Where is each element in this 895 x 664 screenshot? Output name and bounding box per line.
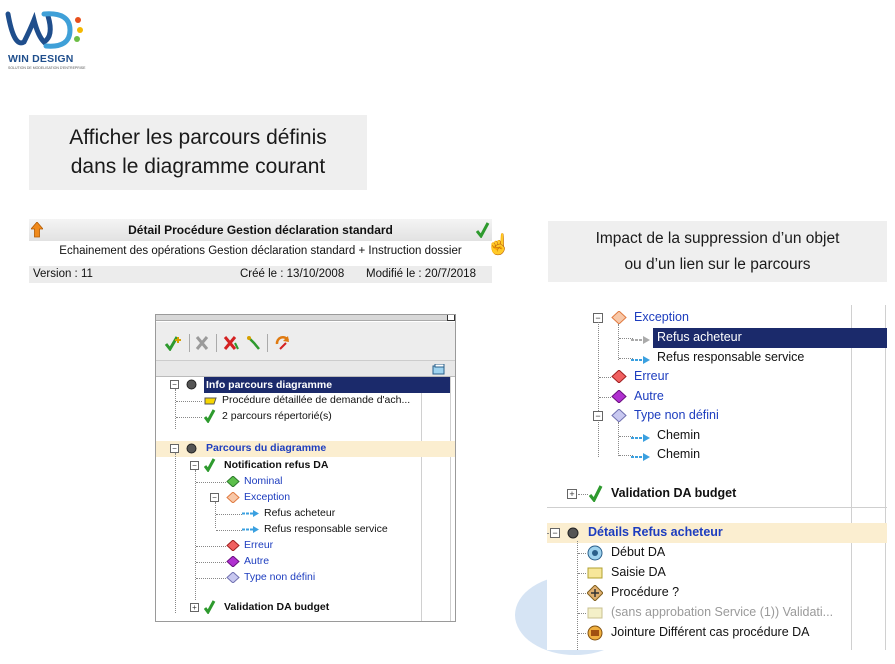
tree-line <box>176 417 202 418</box>
procedure-icon <box>204 395 218 409</box>
autre-label: Autre <box>244 555 270 567</box>
tree-line <box>578 573 586 574</box>
diamond-icon <box>226 572 240 586</box>
rp-row-chemin-1[interactable] <box>547 426 887 446</box>
tree-line <box>196 578 226 579</box>
tree-line <box>196 546 226 547</box>
rp-procedure-label: Procédure ? <box>611 585 680 599</box>
callout-right-line1: Impact de la suppression d’un objet <box>595 230 840 247</box>
rp-validation-label: Validation DA budget <box>611 486 737 500</box>
row-divider <box>547 507 887 508</box>
diamond-icon <box>226 476 240 490</box>
tree-line <box>578 593 586 594</box>
rp-row-refus-responsable[interactable] <box>547 348 887 368</box>
arrow-icon <box>242 525 260 537</box>
parcours-toolbar <box>156 322 456 360</box>
tree-row-nominal[interactable] <box>156 474 456 490</box>
rp-saisie-label: Saisie DA <box>611 565 666 579</box>
tree-column-header <box>156 360 456 377</box>
route-icon[interactable] <box>247 334 261 352</box>
rp-row-sans-approbation[interactable] <box>547 603 887 623</box>
diamond-icon <box>611 409 627 425</box>
tree-line <box>599 397 611 398</box>
toolbar-separator <box>216 334 217 352</box>
refus-responsable-label: Refus responsable service <box>264 523 388 535</box>
task-icon <box>587 567 603 582</box>
rp-row-validation[interactable] <box>547 484 887 504</box>
collapse-icon[interactable]: − <box>170 380 179 389</box>
tree-row-exception[interactable] <box>156 490 456 506</box>
collapse-icon[interactable]: − <box>170 444 179 453</box>
refresh-icon[interactable] <box>274 334 292 352</box>
procedure-label: Procédure détaillée de demande d'ach... <box>222 394 411 406</box>
erreur-label: Erreur <box>244 539 274 551</box>
tree-row-validation[interactable] <box>156 600 456 616</box>
callout-afficher-parcours <box>29 115 367 190</box>
rp-row-procedure[interactable] <box>547 583 887 603</box>
circle-icon <box>186 443 197 457</box>
collapse-icon[interactable]: − <box>210 493 219 502</box>
arrow-icon <box>631 451 651 465</box>
tree-line <box>196 482 226 483</box>
parcours-count-label: 2 parcours répertorié(s) <box>222 410 332 422</box>
expand-icon[interactable]: + <box>190 603 199 612</box>
tree-line <box>578 553 586 554</box>
header-title-bar <box>29 219 492 241</box>
collapse-icon[interactable]: − <box>550 528 560 538</box>
add-parcours-icon[interactable] <box>164 334 184 352</box>
header-created: Créé le : 13/10/2008 <box>240 268 345 280</box>
diamond-icon <box>611 370 627 386</box>
impact-panel <box>547 305 887 650</box>
rp-row-saisie[interactable] <box>547 563 887 583</box>
callout-impact-suppression <box>548 221 887 282</box>
diamond-icon <box>611 311 627 327</box>
start-icon <box>587 545 603 564</box>
tree-row-type-non-defini[interactable] <box>156 570 456 586</box>
rp-row-details-header[interactable] <box>547 523 887 543</box>
collapse-icon[interactable]: − <box>190 461 199 470</box>
toolbar-separator <box>267 334 268 352</box>
header-meta-bar <box>29 266 492 283</box>
check-icon <box>204 409 216 426</box>
header-subtitle: Echainement des opérations Gestion déclaration standard + Instruction dossier <box>59 245 462 257</box>
panel-titlebar <box>156 315 456 321</box>
tree-line <box>216 514 242 515</box>
tree-line <box>578 633 586 634</box>
tree-row-erreur[interactable] <box>156 538 456 554</box>
rp-chemin-2-label: Chemin <box>657 447 701 461</box>
rp-row-type-non-defini[interactable] <box>547 406 887 426</box>
rp-row-autre[interactable] <box>547 387 887 407</box>
maximize-icon[interactable] <box>447 314 455 321</box>
tree-row-refus-acheteur[interactable] <box>156 506 456 522</box>
toolbar-separator <box>189 334 190 352</box>
expand-icon[interactable]: + <box>567 489 577 499</box>
exception-label: Exception <box>244 491 291 503</box>
tree-row-notification[interactable] <box>156 458 456 474</box>
tree-row-refus-responsable[interactable] <box>156 522 456 538</box>
rp-refus-acheteur-label: Refus acheteur <box>657 330 742 344</box>
check-icon <box>589 485 603 505</box>
arrow-icon <box>631 432 651 446</box>
type-non-defini-label: Type non défini <box>244 571 316 583</box>
arrow-icon <box>631 354 651 368</box>
parcours-panel <box>155 314 456 622</box>
circle-icon <box>186 379 197 393</box>
header-modified: Modifié le : 20/7/2018 <box>366 268 476 280</box>
hand-cursor-icon: ☝ <box>486 234 511 256</box>
callout-left-line2: dans le diagramme courant <box>70 155 326 178</box>
tree-line <box>176 401 202 402</box>
tree-row-procedure[interactable] <box>156 393 456 409</box>
tree-line <box>216 530 242 531</box>
rp-type-non-defini-label: Type non défini <box>634 408 719 422</box>
rp-autre-label: Autre <box>634 389 664 403</box>
tree-line <box>196 562 226 563</box>
procedure-header <box>29 219 511 283</box>
logo-tagline: SOLUTION DE MODELISATION D'ENTREPRISE <box>8 66 86 70</box>
header-version: Version : 11 <box>33 268 93 280</box>
nominal-label: Nominal <box>244 475 283 487</box>
rp-exception-label: Exception <box>634 310 689 324</box>
refus-acheteur-label: Refus acheteur <box>264 507 336 519</box>
header-title: Détail Procédure Gestion déclaration standard <box>128 223 393 237</box>
callout-right-line2: ou d’un lien sur le parcours <box>624 256 811 273</box>
diamond-icon <box>226 540 240 554</box>
rp-row-debut[interactable] <box>547 543 887 563</box>
rp-jointure-label: Jointure Différent cas procédure DA <box>611 625 810 639</box>
tree-row-parcours-count[interactable] <box>156 409 456 425</box>
delete-icon[interactable] <box>195 334 209 352</box>
join-icon <box>587 625 603 644</box>
delete-red-icon[interactable] <box>223 334 241 352</box>
callout-left-line1: Afficher les parcours définis <box>69 126 327 149</box>
rp-row-jointure[interactable] <box>547 623 887 643</box>
diamond-icon <box>226 556 240 570</box>
windesign-logo <box>4 6 88 70</box>
tree-row-info-header[interactable] <box>156 377 456 393</box>
tree-row-section-header[interactable] <box>156 441 456 457</box>
tree-line <box>578 494 588 495</box>
circle-icon <box>567 527 579 542</box>
collapse-icon[interactable]: − <box>593 411 603 421</box>
logo-mark-icon <box>4 6 88 54</box>
rp-refus-responsable-label: Refus responsable service <box>657 350 805 364</box>
diamond-icon <box>226 492 240 506</box>
rp-row-refus-acheteur[interactable] <box>547 328 887 348</box>
task-icon <box>587 607 603 622</box>
validation-label: Validation DA budget <box>224 601 330 613</box>
rp-chemin-1-label: Chemin <box>657 428 701 442</box>
rp-erreur-label: Erreur <box>634 369 669 383</box>
tree-row-autre[interactable] <box>156 554 456 570</box>
collapse-icon[interactable]: − <box>593 313 603 323</box>
rp-sans-approbation-label: (sans approbation Service (1)) Validati... <box>611 605 834 619</box>
rp-row-erreur[interactable] <box>547 367 887 387</box>
section-header-label: Parcours du diagramme <box>206 442 327 454</box>
rp-debut-label: Début DA <box>611 545 666 559</box>
gateway-icon <box>587 585 603 604</box>
tree-line <box>578 613 586 614</box>
check-icon <box>204 600 216 617</box>
info-header-label: Info parcours diagramme <box>204 377 450 393</box>
rp-row-chemin-2[interactable] <box>547 445 887 465</box>
check-icon <box>204 458 216 475</box>
rp-details-header-label: Détails Refus acheteur <box>588 525 723 539</box>
arrow-icon <box>242 509 260 521</box>
tree-line <box>599 377 611 378</box>
diamond-icon <box>611 390 627 406</box>
notification-label: Notification refus DA <box>224 459 329 471</box>
logo-name: WIN DESIGN <box>8 53 74 65</box>
arrow-icon <box>631 334 651 348</box>
